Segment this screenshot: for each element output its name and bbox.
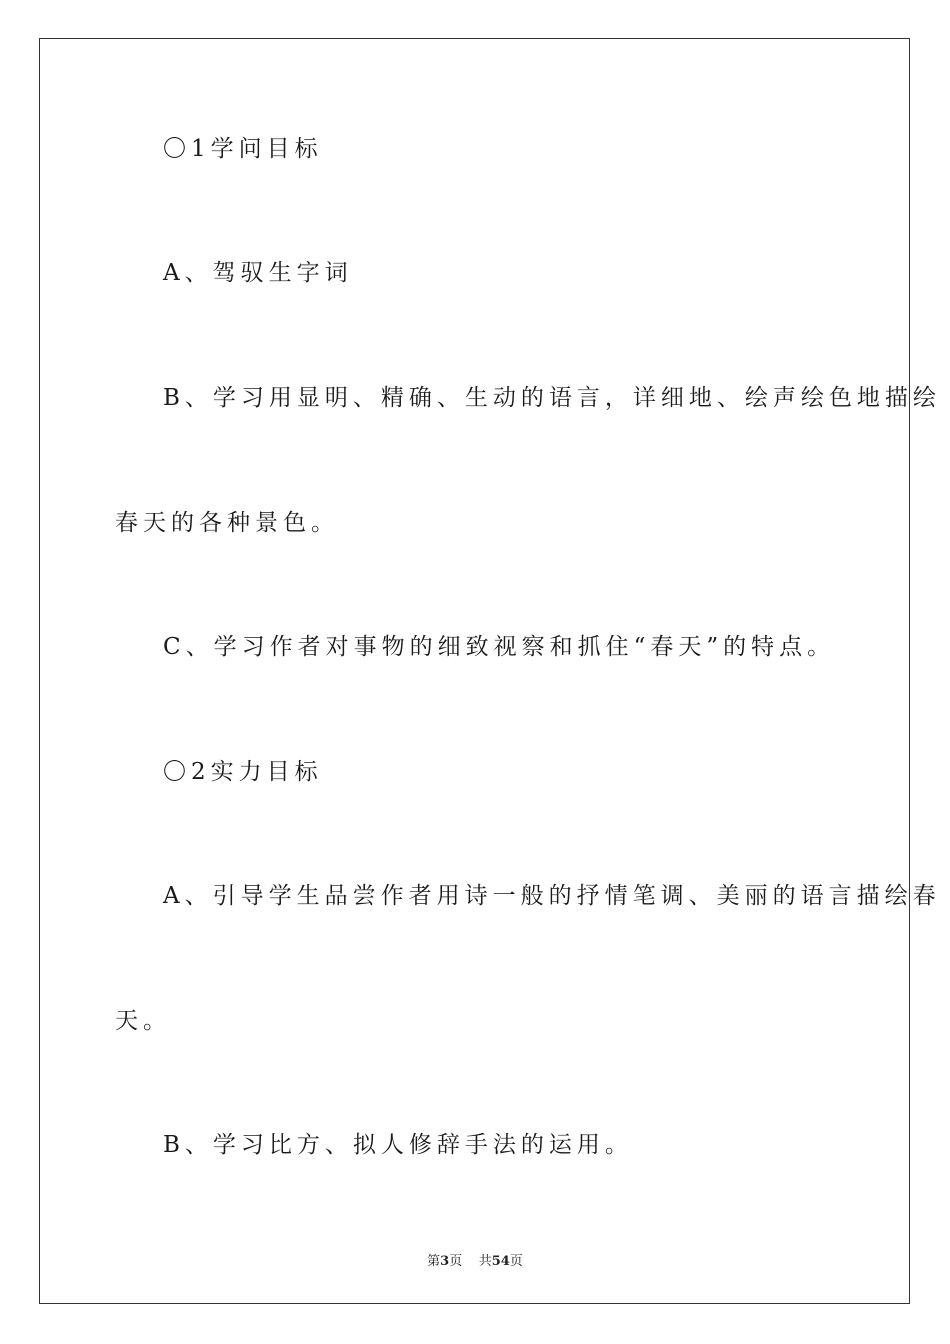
heading-knowledge-goals: 〇1学问目标: [163, 136, 323, 162]
footer-page-number: 3: [440, 1254, 450, 1269]
paragraph-a-continuation: 天。: [115, 1008, 171, 1034]
paragraph-b-language: B、学习用显明、精确、生动的语言，详细地、绘声绘色地描绘: [163, 385, 941, 411]
heading-ability-goals: 〇2实力目标: [163, 759, 323, 785]
footer-total-suffix: 页: [509, 1254, 523, 1269]
paragraph-a-vocabulary: A、驾驭生字词: [163, 260, 353, 286]
paragraph-c-observation: C、学习作者对事物的细致视察和抓住“春天”的特点。: [163, 634, 836, 660]
footer-page-suffix: 页: [449, 1254, 463, 1269]
footer-page-prefix: 第: [427, 1254, 441, 1269]
page-footer: [0, 1250, 950, 1269]
paragraph-b-rhetoric: B、学习比方、拟人修辞手法的运用。: [163, 1132, 633, 1158]
paragraph-b-continuation: 春天的各种景色。: [115, 510, 339, 536]
footer-total-pages: 54: [491, 1254, 510, 1269]
footer-total-prefix: 共: [478, 1254, 492, 1269]
page-frame: [39, 38, 910, 1304]
paragraph-a-appreciation: A、引导学生品尝作者用诗一般的抒情笔调、美丽的语言描绘春: [163, 883, 941, 909]
